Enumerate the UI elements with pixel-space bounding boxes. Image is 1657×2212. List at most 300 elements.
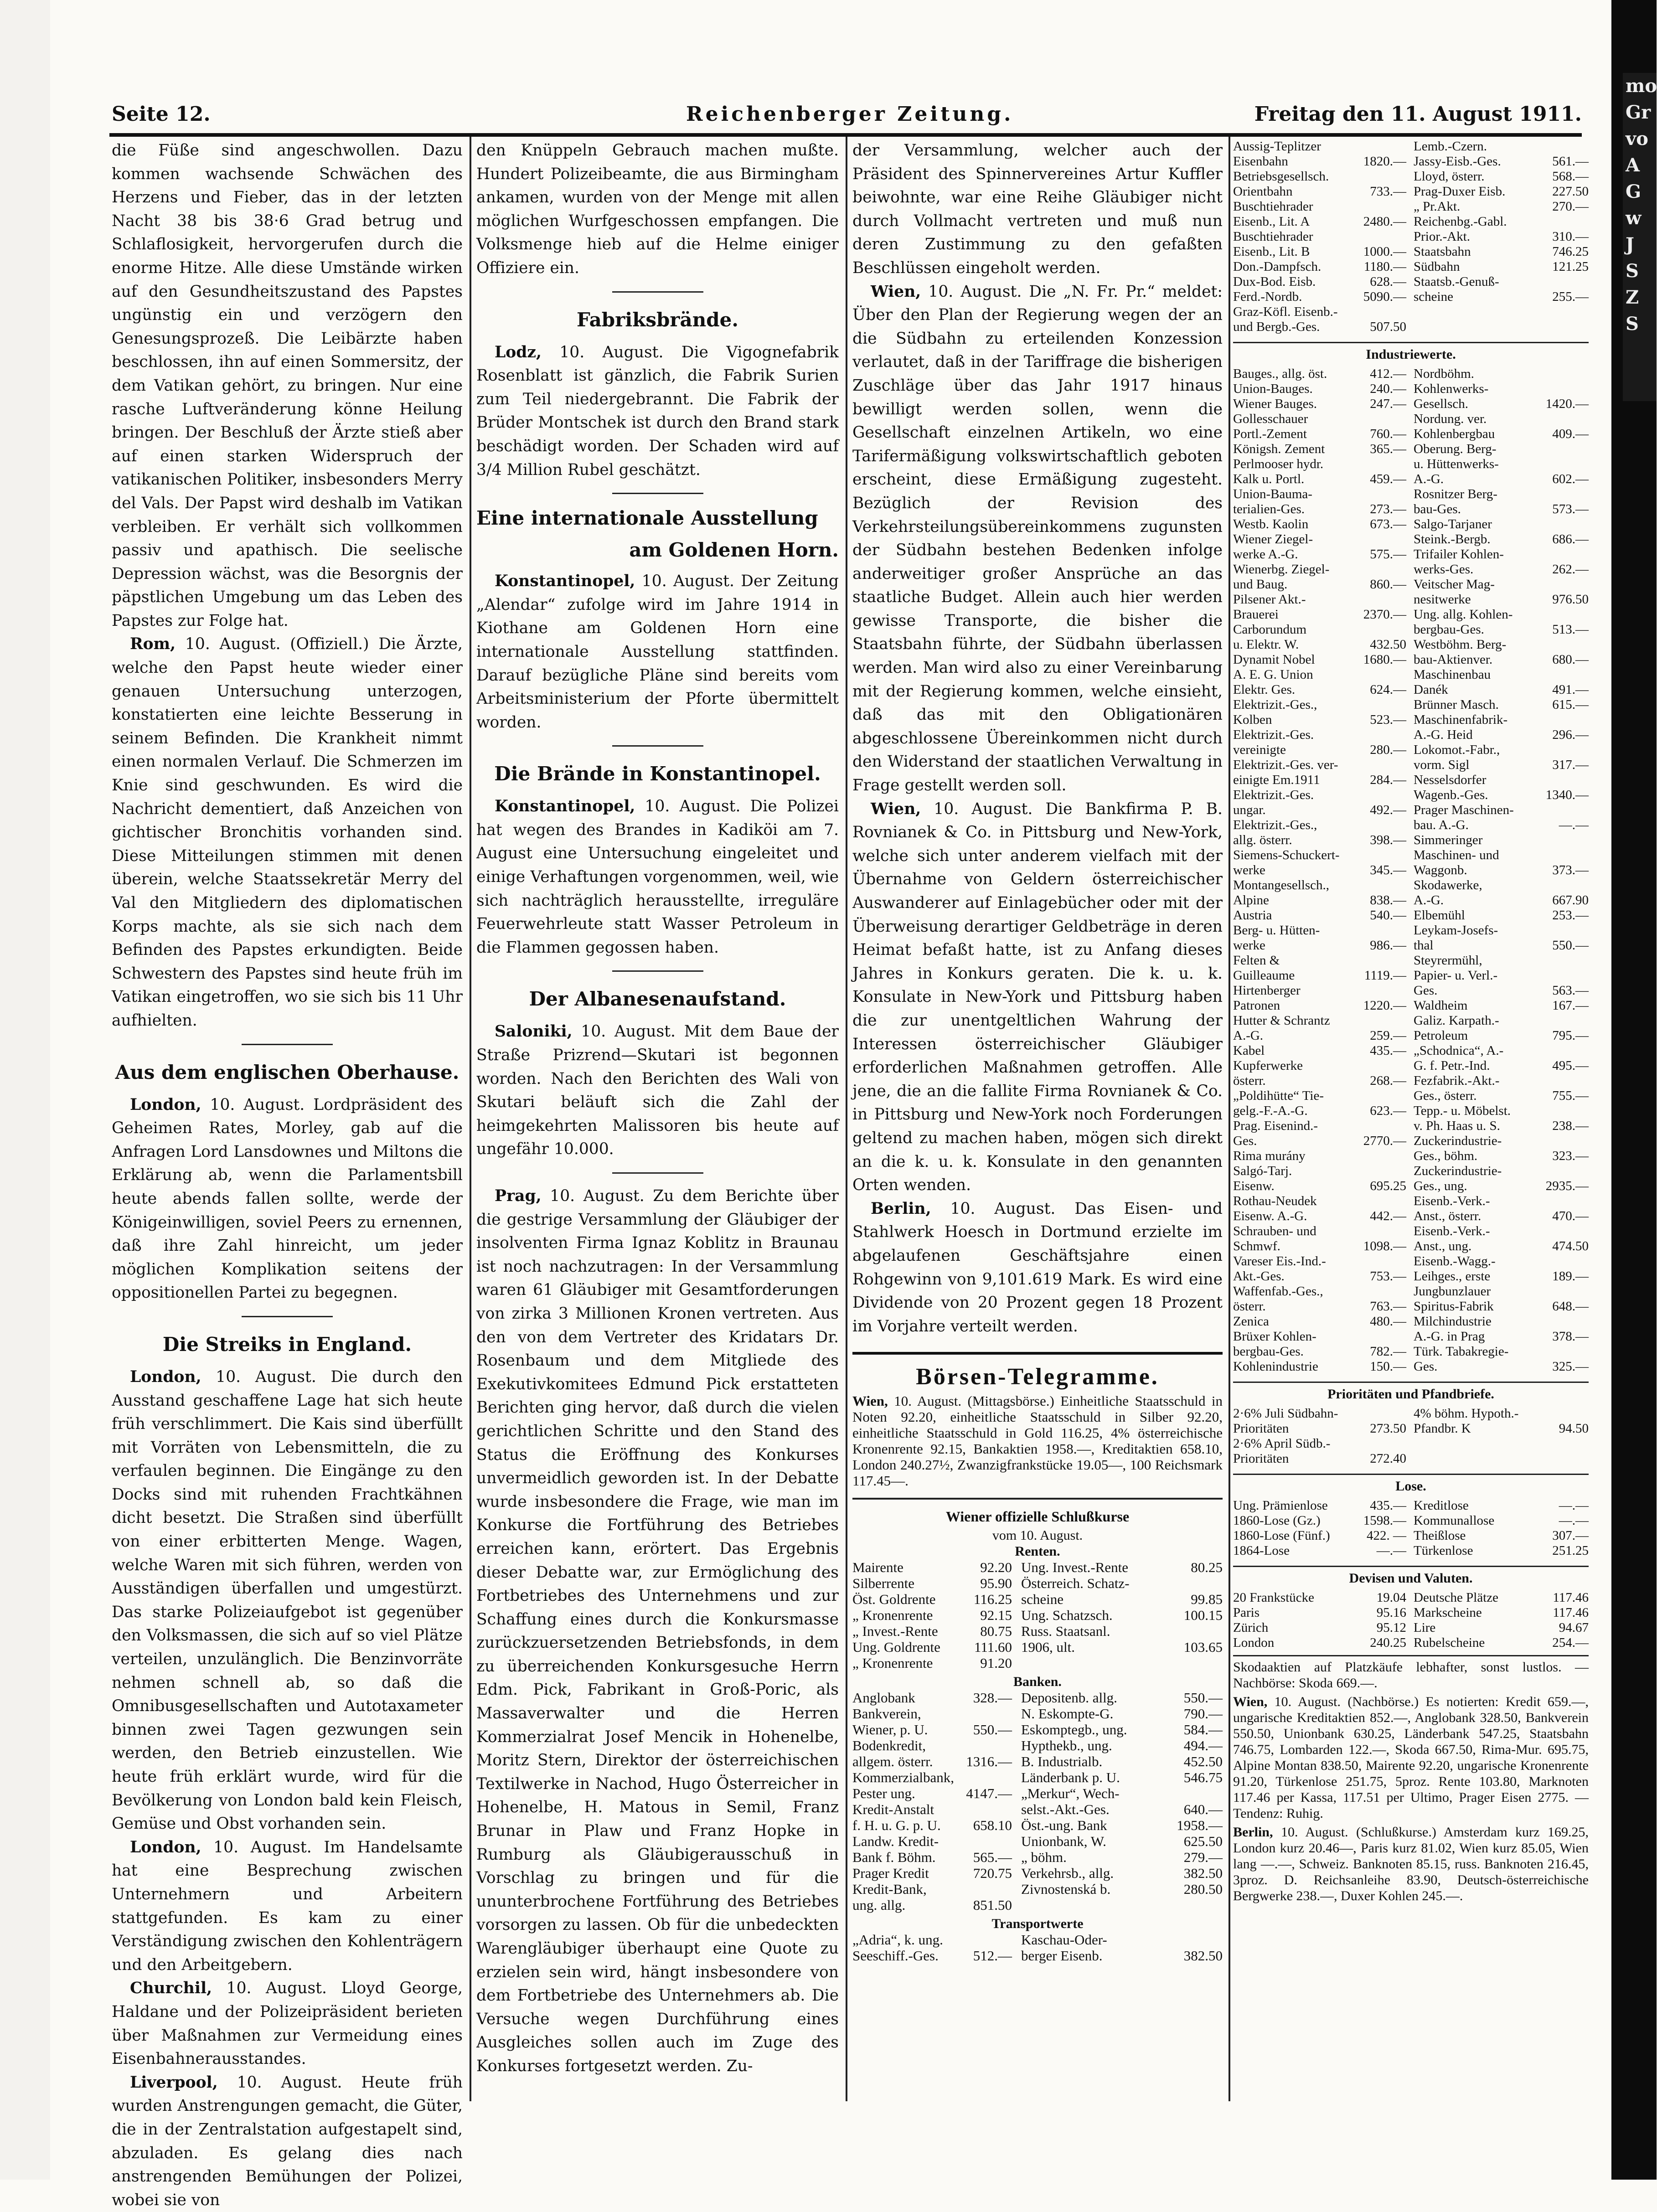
security-value: 80.75 — [980, 1623, 1012, 1640]
security-name: Westb. Kaolin — [1233, 517, 1309, 531]
security-value — [1537, 412, 1589, 427]
security-name: Hirtenberger — [1233, 983, 1301, 998]
adjacent-page-strip — [1623, 73, 1657, 401]
table-row — [1233, 382, 1589, 397]
security-value — [1537, 1134, 1589, 1149]
table-row — [1233, 788, 1589, 803]
security-value — [1537, 1073, 1589, 1088]
dateline: Rom, — [130, 635, 176, 654]
security-name: Buschtiehrader — [1233, 199, 1313, 214]
security-name: und Baug. — [1233, 577, 1288, 592]
security-value — [1537, 487, 1589, 502]
security-name: „ Kronenrente — [852, 1607, 933, 1624]
table-row — [1233, 1058, 1589, 1073]
security-name: berger Eisenb. — [1021, 1948, 1103, 1964]
security-value — [1170, 1623, 1223, 1639]
security-value — [1349, 953, 1410, 968]
security-value: 284.— — [1370, 773, 1406, 787]
security-name: Kaschau-Oder- — [1021, 1932, 1107, 1948]
security-name: Prioritäten — [1233, 1421, 1289, 1436]
security-name: Schmwf. — [1233, 1239, 1280, 1253]
security-name — [1017, 1897, 1162, 1913]
article-separator — [612, 493, 703, 494]
security-value — [1349, 1329, 1410, 1344]
security-name: Hypthekb., ung. — [1021, 1738, 1112, 1754]
article-text: 10. August. Das Eisen- und Stahlwerk Hoesch in Dortmund erzielte im abgelaufenen Geschäftsjahre einen Rohgewinn von 9,101.619 Mark. Es wird eine Dividende von 20 Prozent gegen 18 Prozent im Vorjahre verteilt werden. — [852, 1199, 1223, 1335]
security-value: 746.25 — [1552, 244, 1589, 259]
security-value — [1537, 1284, 1589, 1299]
strip-fragment: S — [1626, 260, 1639, 282]
security-name: Spiritus-Fabrik — [1414, 1299, 1494, 1314]
security-name: Kohlenwerks- — [1414, 382, 1489, 396]
dateline: Liverpool, — [130, 2073, 218, 2092]
security-value — [1349, 1284, 1410, 1299]
table-row — [1233, 848, 1589, 863]
security-value — [1349, 1119, 1410, 1134]
security-name: Buschtiehrader — [1233, 229, 1313, 244]
article-separator — [612, 745, 703, 747]
security-value: 695.25 — [1370, 1179, 1406, 1193]
table-row — [1233, 607, 1589, 622]
security-value — [1349, 229, 1410, 244]
security-name: Brünner Masch. — [1414, 697, 1499, 712]
security-name: Dux-Bod. Eisb. — [1233, 274, 1316, 289]
table-row — [1233, 442, 1589, 457]
security-name: Zuckerindustrie- — [1414, 1134, 1502, 1148]
security-name: „ Invest.-Rente — [852, 1623, 938, 1640]
dateline: Prag, — [495, 1187, 542, 1205]
security-value: 512.— — [973, 1948, 1012, 1964]
security-value: 240.25 — [1370, 1635, 1406, 1650]
security-name: vorm. Sigl — [1414, 758, 1470, 772]
dateline: London, — [130, 1838, 201, 1856]
security-name: ung. allg. — [852, 1897, 906, 1913]
security-name: Wiener Bauges. — [1233, 397, 1317, 411]
security-name: Eisenw. — [1233, 1179, 1275, 1193]
security-name: „Poldihütte“ Tie- — [1233, 1088, 1324, 1103]
security-value — [1349, 818, 1410, 833]
table-row — [852, 1849, 1223, 1865]
table-title: Devisen und Valuten. — [1233, 1566, 1589, 1586]
security-name: Betriebsgesellsch. — [1233, 169, 1329, 184]
article-paragraph — [476, 1185, 839, 2078]
table-row — [1233, 412, 1589, 427]
security-name: Union-Bauges. — [1233, 382, 1313, 396]
security-name: Wienerbg. Ziegel- — [1233, 562, 1330, 577]
table-row — [1233, 397, 1589, 412]
security-name: bau. A.-G. — [1414, 818, 1469, 832]
security-name: N. Eskompte-G. — [1021, 1706, 1114, 1722]
security-name: A.-G. — [1233, 1028, 1264, 1043]
security-value: 251.25 — [1552, 1543, 1589, 1558]
article-text: 10. August. Die „N. Fr. Pr.“ meldet: Über den Plan der Regierung wegen der an die Südbahn zu erteilenden Konzession verlautet, daß in der Tariffrage die bisherigen Zuschläge über das Jahr 1917 hinaus bewilligt werden sollen, wenn die Gesellschaft einzelnen Artikeln, wo eine Tarifermäßigung volkswirtschaftlich geboten erscheint, diese Ermäßigung zugesteht. Bezüglich der Revision des Verkehrsteilungsübereinkommens zugunsten der Südbahn bestehen Bedenken infolge anderweitiger großer Ansprüche an das staatliche Budget. Allein auch hier werden gewisse Transporte, die bisher die Staatsbahn führte, der Südbahn überlassen werden. Man wird also zu einer Vereinbarung mit der Regierung kommen, welche einsieht, daß das mit den Obligationären abgeschlossene Übereinkommen nicht durch den Widerstand der staatlichen Verwaltung in Frage gestellt werden soll. — [852, 282, 1223, 795]
security-name: Anst., österr. — [1414, 1209, 1481, 1223]
security-name: gelg.-F.-A.-G. — [1233, 1103, 1308, 1118]
security-value — [957, 1932, 1017, 1948]
security-name: Mairente — [852, 1559, 903, 1576]
header-rule — [109, 133, 1582, 137]
security-value — [957, 1881, 1017, 1897]
table-row — [1233, 199, 1589, 214]
security-value: 625.50 — [1183, 1833, 1223, 1850]
security-name: bau-Aktienver. — [1414, 652, 1493, 667]
article-paragraph — [852, 798, 1223, 1197]
table-title: Banken. — [1013, 1674, 1062, 1690]
strip-fragment: A — [1626, 155, 1640, 176]
security-value — [1537, 637, 1589, 652]
security-value: 755.— — [1552, 1088, 1589, 1103]
security-name: Eskomptegb., ung. — [1021, 1722, 1127, 1738]
security-name: f. H. u. G. p. U. — [852, 1817, 941, 1834]
article-paragraph — [112, 1977, 463, 2071]
security-value: 860.— — [1370, 577, 1406, 592]
security-name: Steyrermühl, — [1414, 953, 1482, 968]
security-name: u. Elektr. W. — [1233, 637, 1299, 652]
security-value: 513.— — [1552, 622, 1589, 637]
security-value: 100.15 — [1183, 1607, 1223, 1624]
table-row — [1233, 1543, 1589, 1558]
security-name: Lemb.-Czern. — [1414, 139, 1487, 154]
security-name: Kabel — [1233, 1043, 1265, 1058]
table-row — [1233, 169, 1589, 184]
table-row — [1233, 773, 1589, 788]
article-text: 10. August. Der Zeitung „Alendar“ zufolge wird im Jahre 1914 in Kiothane am Goldenen Horn eine internationale Ausstellung stattfinden. Darauf bezügliche Pläne sind bereits vom Arbeitsministerium der Pforte übermittelt worden. — [476, 572, 839, 732]
table-row — [1233, 547, 1589, 562]
security-name: 4% böhm. Hypoth.- — [1414, 1406, 1519, 1421]
security-value: 1000.— — [1363, 244, 1406, 259]
security-name: Prioritäten — [1233, 1451, 1289, 1466]
security-name: bergbau-Ges. — [1233, 1344, 1304, 1359]
table-row — [852, 1706, 1223, 1722]
security-name: Kreditlose — [1414, 1498, 1469, 1513]
security-name: Elektrizit.-Ges. — [1233, 727, 1314, 742]
security-name: Skodawerke, — [1414, 878, 1482, 892]
security-name: 1860-Lose (Gz.) — [1233, 1513, 1321, 1528]
article-paragraph: die Füße sind angeschwollen. Dazu kommen wachsende Schwächen des Herzens und Fieber, das in der letzten Nacht 38 bis 38·6 Grad betrug und Schlaflosigkeit, hervorgerufen durch die enorme Hitze. Alle diese Umstände wirken auf den Gesundheitszustand des Papstes ungünstig ein und verzögern den Genesungsprozeß. Die Leibärzte haben beschlossen, ihn auf einen Sommersitz, der dem Vatikan gehört, zu bringen. Nur eine rasche Luftveränderung könne Heilung bringen. Der Beschluß der Ärzte stieß aber auf einen starken Widerspruch der vatikanischen Politiker, insbesonders Merry del Vals. Der Papst wird deshalb im Vatikan verbleiben. Er verhält sich vollkommen passiv und apathisch. Die seelische Depression wächst, was die Besorgnis der päpstlichen Umgebung um das Leben des Papstes zur Folge hat. — [112, 141, 463, 630]
security-name: Wiener Ziegel- — [1233, 532, 1313, 547]
article-paragraph — [112, 2071, 463, 2212]
security-name: Petroleum — [1414, 1028, 1468, 1043]
security-value: 273.50 — [1370, 1421, 1406, 1436]
table-row — [1233, 1013, 1589, 1028]
security-name: terialien-Ges. — [1233, 502, 1305, 516]
security-value: 550.— — [1552, 938, 1589, 953]
table-row — [1233, 1635, 1589, 1650]
security-value: 317.— — [1552, 758, 1589, 772]
security-name: Oberung. Berg- — [1414, 442, 1497, 456]
article-text: 10. August. (Offiziell.) Die Ärzte, welche den Papst heute wieder einer genauen Untersuchung unterzogen, konstatierten eine leichte Besserung in seinem Befinden. Die Krankheit nimmt einen normalen Verlauf. Die Schmerzen im Knie sind geschwunden. Es wird die Nachricht dementiert, daß Anzeichen von gichtischer Bronchitis vorhanden sind. Diese Mitteilungen stimmen mit denen überein, welche Staatssekretär Merry del Val den Mitgliedern des diplomatischen Korps machte, als sie sich nach dem Befinden des Papstes erkundigten. Beide Schwestern des Papstes sind heute früh im Vatikan eingetroffen, wo sie sich bis 11 Uhr aufhielten. — [112, 635, 463, 1030]
security-value — [1349, 457, 1410, 472]
security-name: u. Hüttenwerks- — [1414, 457, 1499, 471]
security-name: Ung. Prämienlose — [1233, 1498, 1328, 1513]
security-name: Staatsbahn — [1414, 244, 1471, 259]
security-name: Maschinenfabrik- — [1414, 712, 1508, 727]
security-name: Patronen — [1233, 998, 1280, 1013]
security-value: 648.— — [1552, 1299, 1589, 1314]
security-value: 99.85 — [1191, 1591, 1223, 1608]
security-name: Prager Kredit — [852, 1865, 929, 1882]
security-name: Nesselsdorfer — [1414, 773, 1487, 787]
security-value: 1119.— — [1364, 968, 1406, 983]
table-row — [1233, 758, 1589, 773]
article-headline: Aus dem englischen Oberhause. — [115, 1061, 459, 1083]
security-value: 240.— — [1370, 382, 1406, 396]
security-value: 80.25 — [1191, 1559, 1223, 1576]
security-value: 976.50 — [1552, 592, 1589, 607]
security-value — [1537, 577, 1589, 592]
security-value — [1162, 1897, 1223, 1913]
security-name: Türkenlose — [1414, 1543, 1473, 1558]
table-row — [1233, 1028, 1589, 1043]
security-value — [1537, 1043, 1589, 1058]
security-value: 795.— — [1552, 1028, 1589, 1043]
market-text: 10. August. (Mittagsbörse.) Einheitliche Staatsschuld in Noten 92.20, einheitliche Staatsschuld in Silber 92.20, einheitliche Staatsschuld in Gold 116.25, 4% österreichische Kronenrente 92.15, Bankaktien 1958.—, Kreditaktien 658.10, London 240.27½, Zwanzigfrankstücke 19.05—, 100 Reichsmark 117.45—. — [852, 1393, 1223, 1489]
security-value: 111.60 — [974, 1639, 1012, 1655]
security-value: 1220.— — [1363, 998, 1406, 1013]
security-value: 150.— — [1370, 1359, 1406, 1374]
table-row — [852, 1559, 1223, 1575]
table-row — [1233, 1406, 1589, 1421]
article-separator — [242, 1316, 333, 1317]
security-value — [957, 1738, 1017, 1753]
security-value — [1349, 697, 1410, 712]
article-separator — [612, 1172, 703, 1174]
security-value — [1537, 712, 1589, 727]
security-name: A.-G. in Prag — [1414, 1329, 1485, 1344]
table-row — [1233, 487, 1589, 502]
security-name: Lloyd, österr. — [1414, 169, 1485, 184]
security-name: Landw. Kredit- — [852, 1833, 939, 1850]
table-row — [1233, 968, 1589, 983]
security-value — [1537, 274, 1589, 289]
security-value — [1349, 788, 1410, 803]
table-title: Renten. — [1015, 1544, 1060, 1559]
security-name: „ böhm. — [1021, 1849, 1067, 1866]
security-value: 1420.— — [1545, 397, 1589, 411]
security-value — [1537, 1164, 1589, 1179]
security-name: Prag-Duxer Eisb. — [1414, 184, 1506, 199]
security-name: Galiz. Karpath.- — [1414, 1013, 1499, 1028]
security-name: Guilleaume — [1233, 968, 1295, 983]
security-name: Prior.-Akt. — [1414, 229, 1471, 244]
security-name: Brauerei — [1233, 607, 1279, 622]
table-row — [1233, 1254, 1589, 1269]
security-name: Ges. — [1414, 983, 1438, 998]
table-row — [1233, 502, 1589, 517]
security-name: Eisenbahn — [1233, 154, 1288, 169]
article-separator — [612, 970, 703, 972]
security-value: 435.— — [1370, 1498, 1406, 1513]
security-value — [1349, 1013, 1410, 1028]
security-value: 382.50 — [1183, 1865, 1223, 1882]
table-row — [1233, 1359, 1589, 1374]
security-name: Kommunallose — [1414, 1513, 1495, 1528]
column-2 — [476, 139, 839, 2108]
security-name: Milchindustrie — [1414, 1314, 1492, 1329]
security-value: 94.67 — [1559, 1620, 1589, 1635]
security-value: 238.— — [1552, 1119, 1589, 1133]
security-value: 432.50 — [1370, 637, 1406, 652]
security-name: allg. österr. — [1233, 833, 1292, 847]
table-row — [852, 1833, 1223, 1849]
security-value — [1537, 139, 1589, 154]
security-value: 1820.— — [1363, 154, 1406, 169]
article-text: 10. August. Im Handelsamte hat eine Besprechung zwischen Unternehmern und Arbeitern stattgefunden. Es kam zu einer Verständigung zwischen den Kohlenträgern und den Arbeitgebern. — [112, 1838, 463, 1974]
security-value — [1537, 1451, 1589, 1466]
security-value — [1162, 1785, 1223, 1801]
security-value — [1349, 1224, 1410, 1239]
security-value — [1537, 667, 1589, 682]
table-row — [1233, 592, 1589, 607]
security-value — [1537, 607, 1589, 622]
security-name: „ Kronenrente — [852, 1655, 933, 1671]
security-name: Kupferwerke — [1233, 1058, 1303, 1073]
security-value: 615.— — [1552, 697, 1589, 712]
security-name: Kohlenbergbau — [1414, 427, 1495, 441]
article-text: 10. August. Heute früh wurden Anstrengungen gemacht, die Güter, die in der Zentralstation aufgestapelt sind, abzuladen. Es gelang dies nach anstrengenden Bemühungen der Polizei, wobei sie von — [112, 2073, 463, 2209]
table-row — [1233, 1164, 1589, 1179]
security-value — [1537, 366, 1589, 382]
table-row — [1233, 1344, 1589, 1359]
security-value: 459.— — [1370, 472, 1406, 486]
table-row — [1233, 214, 1589, 229]
security-name: Zivnostenská b. — [1021, 1881, 1111, 1897]
table-row — [1233, 304, 1589, 320]
security-value: 345.— — [1370, 863, 1406, 877]
security-name: Montangesellsch., — [1233, 878, 1330, 892]
table-row — [852, 1690, 1223, 1706]
security-value: 561.— — [1552, 154, 1589, 169]
table-row — [1233, 1239, 1589, 1254]
security-value: 563.— — [1552, 983, 1589, 998]
security-name: Brüxer Kohlen- — [1233, 1329, 1316, 1344]
security-value: 575.— — [1370, 547, 1406, 562]
table-row — [1233, 908, 1589, 923]
security-name: Papier- u. Verl.- — [1414, 968, 1498, 983]
security-name: Simmeringer — [1414, 833, 1483, 847]
security-name: nesitwerke — [1414, 592, 1471, 607]
table-row — [1233, 1134, 1589, 1149]
table-row — [1233, 320, 1589, 335]
table-row — [1233, 1436, 1589, 1451]
security-value — [1349, 1254, 1410, 1269]
security-value — [1537, 878, 1589, 893]
table-row — [1233, 532, 1589, 547]
security-value: 273.— — [1370, 502, 1406, 516]
market-report — [1233, 1694, 1589, 1821]
renten-table — [852, 1559, 1223, 1671]
security-name: Prag. Eisenind.- — [1233, 1119, 1318, 1133]
security-value — [1537, 1436, 1589, 1451]
table-row — [1233, 1620, 1589, 1635]
security-name: Eisenb., Lit. B — [1233, 244, 1310, 259]
security-name — [1410, 1451, 1537, 1466]
security-name: Fezfabrik.-Akt.- — [1414, 1073, 1500, 1088]
security-name: Carborundum — [1233, 622, 1307, 637]
security-name: thal — [1414, 938, 1434, 953]
security-value: 296.— — [1552, 727, 1589, 742]
newspaper-title: Reichenberger Zeitung. — [686, 103, 1014, 126]
strip-fragment: w — [1626, 207, 1642, 229]
security-name: Verkehrsb., allg. — [1021, 1865, 1114, 1882]
table-row — [852, 1575, 1223, 1591]
security-value: 279.— — [1183, 1849, 1223, 1866]
security-name: Theißlose — [1414, 1528, 1466, 1543]
security-name: werks-Ges. — [1414, 562, 1474, 577]
security-value: —.— — [1559, 1513, 1589, 1528]
security-value — [1349, 758, 1410, 773]
security-name: Kredit-Bank, — [852, 1881, 927, 1897]
article-text: 10. August. Zu dem Berichte über die gestrige Versammlung der Gläubiger der insolventen Firma Ignaz Koblitz in Braunau ist noch nachzutragen: In der Versammlung waren 61 Gläubiger mit Gesamtforderungen von zirka 3 Millionen Kronen vertreten. Aus den von dem Vertreter des Kridatars Dr. Rosenbaum und dem Mitgliede des Exekutivkomitees Edmund Pick erstatteten Berichten ging hervor, daß durch die vielen gerichtlichen Schritte und den Stand des Status die Eröffnung des Konkurses unvermeidlich geworden ist. In der Debatte wurde insbesondere die Frage, wie man im Konkurse die Fortführung des Betriebes erreichen kann, erörtert. Das Ergebnis dieser Debatte war, zur Ermöglichung des Fortbetriebes des Unternehmens und zur Schaffung eines durch die Konkursmasse zurückzuersetzenden Betriebsfonds, in dem zu überreichenden Konkursgesuche Herrn Edm. Pick, Fabrikant in Groß-Poric, als Massaverwalter und die Herren Kommerzialrat Josef Mencik in Hohenelbe, Moritz Stern, Direktor der österreichischen Textilwerke in Nachod, Hugo Österreicher in Hohenelbe, H. Matous in Semil, Franz Brunar in Plaw und Franz Hopke in Rumburg als Gläubigerausschuß in Vorschlag zu bringen und für die ununterbrochene Fortführung des Betriebes vorsorgen zu lassen. Ob für die unbedeckten Warengläubiger überhaupt eine Quote zu erzielen sein wird, hängt insbesondere von dem Fortbetriebe des Unternehmers ab. Die Versuche wegen Durchführung eines Ausgleiches sollen auch im Zuge des Konkurses fortgesetzt werden. Zu- — [476, 1187, 839, 2075]
article-paragraph — [476, 795, 839, 959]
security-value: 95.12 — [1376, 1620, 1406, 1635]
table-row — [1233, 893, 1589, 908]
security-name: Maschinen- und — [1414, 848, 1499, 862]
security-name: Kolben — [1233, 712, 1272, 727]
article-paragraph: den Knüppeln Gebrauch machen mußte. Hundert Polizeibeamte, die aus Birmingham ankamen, wurden von der Menge mit allen möglichen Wurfgeschossen empfangen. Die Volksmenge hieb auf die Helme einiger Offiziere ein. — [476, 141, 839, 277]
security-value — [1537, 1254, 1589, 1269]
security-value: 573.— — [1552, 502, 1589, 516]
security-value: 986.— — [1370, 938, 1406, 953]
table-row — [1233, 1314, 1589, 1329]
article-paragraph: der Versammlung, welcher auch der Präsident des Spinnervereines Artur Kuffler beiwohnte, war eine Reihe Gläubiger nicht durch Vollmacht vertreten und muß nun deren Zustimmung zu den gefaßten Beschlüssen eingeholt werden. — [852, 141, 1223, 277]
security-value: 95.90 — [980, 1575, 1012, 1592]
article-text: 10. August. Die durch den Ausstand geschaffene Lage hat sich heute früh verschlimmert. Die Kais sind überfüllt mit Vorräten von Lebensmitteln, die zu verfaulen beginnen. Die Eingänge zu den Docks sind mit ruhenden Frachtkähnen dicht besetzt. Die Straßen sind überfüllt von einer erbitterten Menge. Wagen, welche Waren mit sich führen, werden von Ausständigen überfallen und umgestürzt. Das starke Polizeiaufgebot ist gegenüber den Volksmassen, die sich auf so viel Plätze verteilen, unzulänglich. Die Benzinvorräte nehmen schnell ab, so daß die Omnibusgesellschaften und Autotaxameter binnen zwei Tagen gezwungen sein werden, den Betrieb einzustellen. Wie heute früh erklärt wurde, wird für die Bevölkerung von London bald kein Fleisch, Gemüse und Obst vorhanden sein. — [112, 1367, 463, 1833]
article-headline: Die Streiks in England. — [162, 1333, 412, 1356]
article-headline: Der Albanesenaufstand. — [529, 988, 786, 1011]
security-value — [1349, 487, 1410, 502]
security-value: 720.75 — [973, 1865, 1012, 1882]
market-text: 10. August. (Nachbörse.) Es notierten: Kredit 659.—, ungarische Kreditaktien 852.—, Anglobank 328.50, Bankverein 550.50, Unionbank 630.25, Länderbank 547.25, Staatsbahn 746.75, Lombarden 122.—, Skoda 667.50, Rima-Mur. 695.75, Alpine Montan 838.50, Mairente 92.20, ungarische Kronenrente 91.20, Türkenlose 251.75, 5proz. Rente 103.80, Marknoten 117.46 per Kassa, 117.51 per Ultimo, Prager Eisen 2775. — Tendenz: Ruhig. — [1233, 1694, 1589, 1821]
security-value — [1537, 214, 1589, 229]
security-value: 550.— — [1183, 1690, 1223, 1706]
security-value — [1537, 848, 1589, 863]
table-row — [1233, 472, 1589, 487]
security-value — [1349, 169, 1410, 184]
security-value — [1537, 803, 1589, 818]
article-paragraph — [112, 1366, 463, 1836]
security-name: Kommerzialbank, — [852, 1769, 954, 1786]
table-title: Transportwerte — [991, 1916, 1084, 1932]
table-row — [1233, 1590, 1589, 1605]
security-value — [1537, 547, 1589, 562]
security-name: „ Pr.Akt. — [1414, 199, 1461, 214]
section-headline: Börsen-Telegramme. — [852, 1352, 1223, 1393]
dateline: Lodz, — [495, 343, 542, 361]
security-name: Markscheine — [1414, 1605, 1482, 1620]
table-row — [1233, 712, 1589, 727]
security-name: Wagenb.-Ges. — [1414, 788, 1488, 802]
article-paragraph — [112, 633, 463, 1032]
security-name: 1860-Lose (Fünf.) — [1233, 1528, 1330, 1543]
security-name: Waffenfab.-Ges., — [1233, 1284, 1323, 1299]
security-name: Gesellsch. — [1414, 397, 1468, 411]
security-value — [1537, 457, 1589, 472]
security-name: Wiener, p. U. — [852, 1722, 928, 1738]
security-value — [957, 1801, 1017, 1817]
security-value — [1537, 382, 1589, 397]
article-headline-continued: am Goldenen Horn. — [629, 539, 839, 562]
security-value: 584.— — [1183, 1722, 1223, 1738]
table-row — [852, 1865, 1223, 1881]
table-row — [1233, 577, 1589, 592]
security-value — [1537, 1224, 1589, 1239]
dateline: Wien, — [852, 1393, 888, 1409]
security-value: 680.— — [1552, 652, 1589, 667]
security-name: „Adria“, k. ung. — [852, 1932, 943, 1948]
table-row — [852, 1639, 1223, 1655]
security-name: Pester ung. — [852, 1785, 915, 1802]
